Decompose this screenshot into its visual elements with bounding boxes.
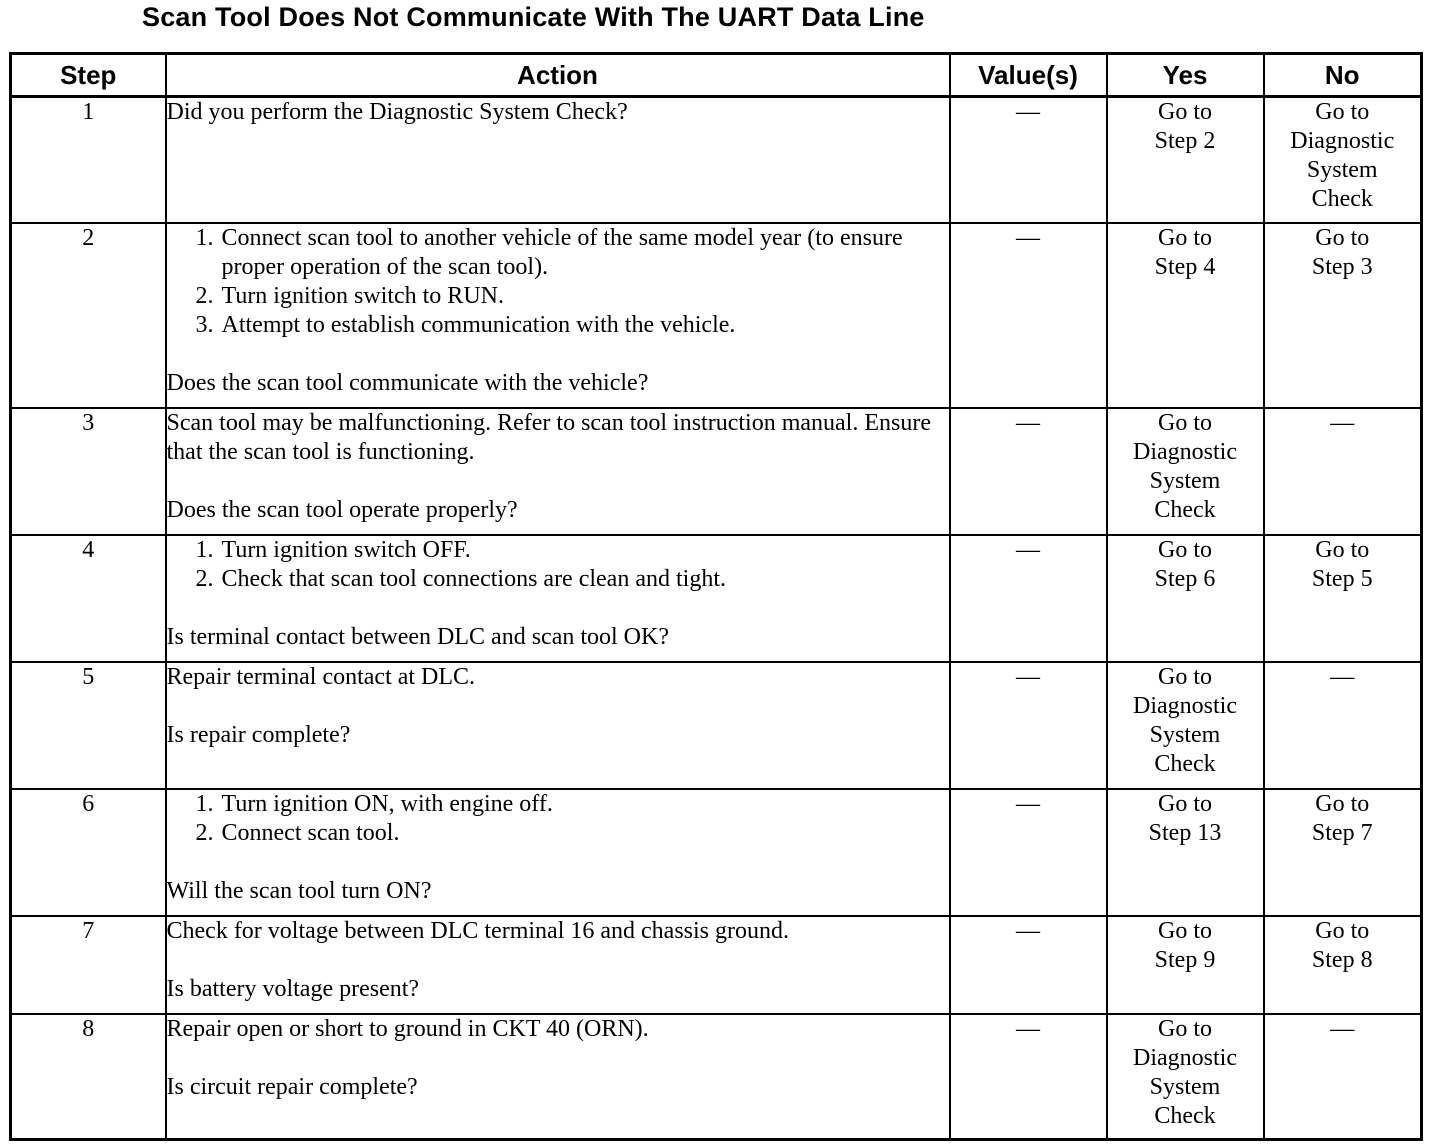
page-title: Scan Tool Does Not Communicate With The UART Data Line (142, 2, 925, 32)
no-cell (1264, 97, 1422, 223)
yes-cell (1107, 662, 1264, 789)
yes-text: Go to (1158, 224, 1212, 251)
yes-text: Step 4 (1154, 253, 1216, 280)
table-row (11, 916, 1422, 1014)
no-text: — (1330, 409, 1355, 436)
yes-text: Check (1154, 750, 1216, 777)
action-cell (166, 662, 950, 789)
no-text: Check (1311, 186, 1373, 212)
action-question: Will the scan tool turn ON? (166, 877, 432, 904)
yes-cell (1107, 1014, 1264, 1140)
no-cell (1264, 223, 1422, 408)
no-text: Step 3 (1311, 253, 1373, 280)
table-row (11, 789, 1422, 916)
action-step-item: 2. Check that scan tool connections are clean and tight. (220, 565, 949, 594)
no-text: Step 7 (1311, 819, 1373, 846)
yes-text: Go to (1158, 790, 1212, 817)
value-cell (950, 662, 1107, 789)
step-number: 7 (11, 916, 166, 1014)
column-header-values: Value(s) (950, 54, 1107, 97)
action-step-item: 1. Turn ignition ON, with engine off. (220, 790, 949, 819)
value-text: — (1016, 409, 1040, 436)
action-question: Is battery voltage present? (166, 975, 420, 1002)
value-cell (950, 223, 1107, 408)
step-number: 4 (11, 535, 166, 662)
column-header-yes: Yes (1107, 54, 1264, 97)
yes-text: Go to (1158, 409, 1212, 436)
action-question: Does the scan tool operate properly? (166, 496, 518, 523)
yes-text: Diagnostic (1133, 438, 1237, 465)
action-text: Did you perform the Diagnostic System Check? (166, 99, 628, 125)
no-cell (1264, 535, 1422, 662)
step-number: 8 (11, 1014, 166, 1140)
table-row (11, 662, 1422, 789)
yes-text: System (1149, 1073, 1221, 1100)
yes-text: Go to (1158, 663, 1212, 690)
table-row (11, 97, 1422, 223)
action-step-item: 2. Turn ignition switch to RUN. (220, 282, 949, 311)
no-text: System (1306, 157, 1378, 183)
action-text: Check for voltage between DLC terminal 16 and chassis ground. (166, 917, 789, 944)
yes-text: Check (1154, 1102, 1216, 1129)
value-cell (950, 916, 1107, 1014)
no-cell (1264, 408, 1422, 535)
diagnostic-table (9, 52, 1423, 1141)
yes-text: System (1149, 721, 1221, 748)
no-text: Go to (1315, 917, 1370, 944)
column-header-action: Action (166, 54, 950, 97)
column-header-no: No (1264, 54, 1422, 97)
action-cell (166, 789, 950, 916)
no-text: Go to (1315, 536, 1370, 563)
no-text: — (1330, 1015, 1355, 1042)
action-text: Repair open or short to ground in CKT 40 (ORN). (166, 1015, 649, 1042)
action-text: Scan tool may be malfunctioning. Refer to scan tool instruction manual. Ensure that the scan tool is functioning. (166, 409, 931, 465)
no-text: Go to (1315, 790, 1370, 817)
yes-text: Diagnostic (1133, 692, 1237, 719)
value-cell (950, 535, 1107, 662)
value-text: — (1016, 917, 1040, 944)
step-number: 3 (11, 408, 166, 535)
value-cell (950, 97, 1107, 223)
table-row (11, 535, 1422, 662)
yes-cell (1107, 535, 1264, 662)
action-cell (166, 916, 950, 1014)
yes-text: Go to (1158, 99, 1212, 125)
value-cell (950, 408, 1107, 535)
action-cell (166, 1014, 950, 1140)
yes-text: Step 6 (1154, 565, 1216, 592)
value-cell (950, 789, 1107, 916)
no-cell (1264, 916, 1422, 1014)
action-steps-list (167, 790, 949, 848)
no-text: Step 8 (1311, 946, 1373, 973)
yes-text: Step 13 (1148, 819, 1222, 846)
action-question: Is circuit repair complete? (166, 1073, 418, 1100)
step-number: 5 (11, 662, 166, 789)
action-step-item: 1. Connect scan tool to another vehicle of the same model year (to ensure proper operation of the scan tool). (220, 224, 949, 282)
value-text: — (1016, 663, 1040, 690)
yes-text: Step 9 (1154, 946, 1216, 973)
action-cell (166, 535, 950, 662)
table-body (11, 97, 1422, 1140)
action-question: Does the scan tool communicate with the vehicle? (166, 369, 649, 396)
action-question: Is repair complete? (166, 721, 351, 748)
no-text: Diagnostic (1290, 128, 1395, 154)
value-text: — (1016, 536, 1040, 563)
value-text: — (1016, 224, 1040, 251)
action-step-item: 2. Connect scan tool. (220, 819, 949, 848)
yes-text: Diagnostic (1133, 1044, 1237, 1071)
table-row (11, 1014, 1422, 1140)
no-text: — (1330, 663, 1355, 690)
no-cell (1264, 662, 1422, 789)
action-question: Is terminal contact between DLC and scan tool OK? (166, 623, 669, 650)
yes-text: Check (1154, 496, 1216, 523)
no-text: Go to (1315, 99, 1370, 125)
table-header-row (11, 54, 1422, 97)
no-cell (1264, 789, 1422, 916)
yes-cell (1107, 789, 1264, 916)
yes-text: Go to (1158, 536, 1212, 563)
yes-text: System (1149, 467, 1221, 494)
no-cell (1264, 1014, 1422, 1140)
action-steps-list (167, 536, 949, 594)
column-header-step: Step (11, 54, 166, 97)
yes-text: Go to (1158, 1015, 1212, 1042)
no-text: Step 5 (1311, 565, 1373, 592)
step-number: 1 (11, 97, 166, 223)
value-text: — (1016, 790, 1040, 817)
yes-cell (1107, 223, 1264, 408)
action-steps-list (167, 224, 949, 340)
action-cell (166, 408, 950, 535)
action-step-item: 1. Turn ignition switch OFF. (220, 536, 949, 565)
value-text: — (1016, 99, 1040, 125)
yes-cell (1107, 97, 1264, 223)
action-cell (166, 97, 950, 223)
action-text: Repair terminal contact at DLC. (166, 663, 476, 690)
yes-cell (1107, 408, 1264, 535)
value-cell (950, 1014, 1107, 1140)
yes-text: Go to (1158, 917, 1212, 944)
table-row (11, 408, 1422, 535)
no-text: Go to (1315, 224, 1370, 251)
yes-text: Step 2 (1154, 128, 1216, 154)
step-number: 2 (11, 223, 166, 408)
action-cell (166, 223, 950, 408)
table-row (11, 223, 1422, 408)
yes-cell (1107, 916, 1264, 1014)
value-text: — (1016, 1015, 1040, 1042)
action-step-item: 3. Attempt to establish communication with the vehicle. (220, 311, 949, 340)
step-number: 6 (11, 789, 166, 916)
